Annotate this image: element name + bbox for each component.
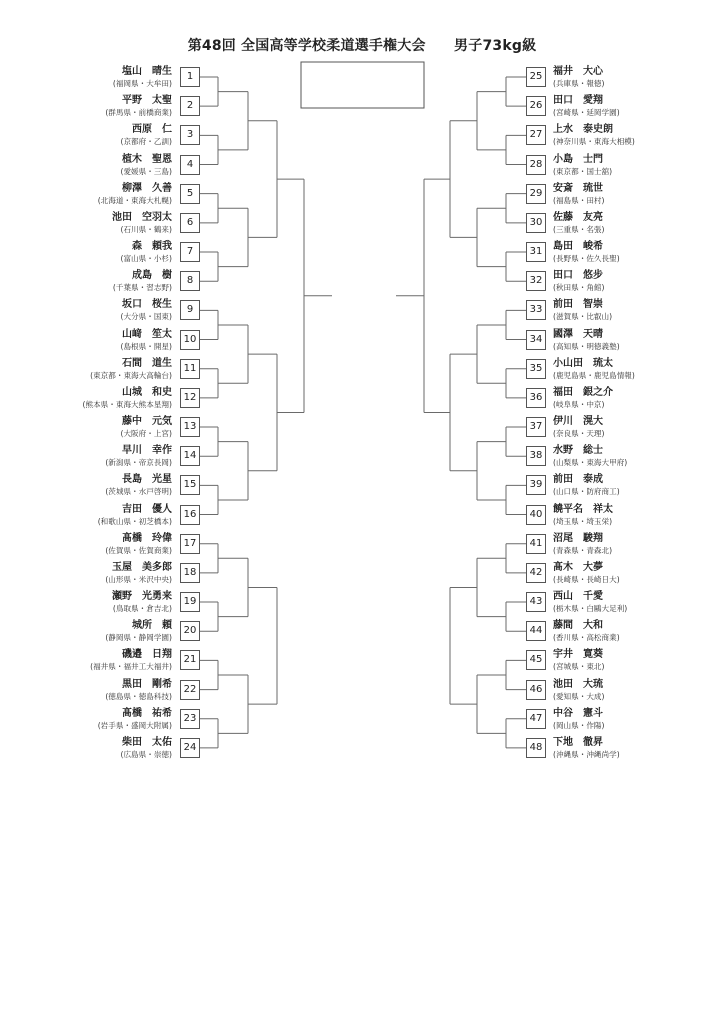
player-affiliation: (富山県・小杉) — [120, 254, 172, 264]
page-title: 第48回 全国高等学校柔道選手権大会 男子73kg級 — [187, 38, 537, 54]
player-affiliation: (愛知県・大成) — [553, 691, 605, 701]
player-affiliation: (岩手県・盛岡大附属) — [97, 720, 172, 730]
player-affiliation: (大阪府・上宮) — [120, 429, 172, 439]
player-affiliation: (岡山県・作陽) — [553, 720, 605, 730]
seed-number: 21 — [180, 650, 200, 670]
seed-number: 1 — [180, 67, 200, 87]
seed-number: 15 — [180, 475, 200, 495]
seed-number: 23 — [180, 709, 200, 729]
seed-number: 12 — [180, 388, 200, 408]
seed-number: 14 — [180, 446, 200, 466]
seed-number: 39 — [526, 475, 546, 495]
player-name: 柴田 太佑 — [122, 736, 172, 748]
seed-number: 43 — [526, 592, 546, 612]
player-name: 瀬野 光勇来 — [112, 591, 172, 603]
player-affiliation: (茨城県・水戸啓明) — [105, 487, 172, 497]
player-affiliation: (石川県・鶴来) — [120, 224, 172, 234]
player-affiliation: (山形県・米沢中央) — [105, 574, 172, 584]
seed-number: 35 — [526, 359, 546, 379]
seed-number: 11 — [180, 359, 200, 379]
player-name: 石間 道生 — [122, 357, 172, 369]
seed-number: 46 — [526, 680, 546, 700]
player-name: 西山 千愛 — [553, 591, 603, 603]
player-affiliation: (鳥取県・倉吉北) — [112, 604, 172, 614]
seed-number: 6 — [180, 213, 200, 233]
player-name: 田口 愛翔 — [553, 95, 603, 107]
player-affiliation: (愛媛県・三島) — [120, 166, 172, 176]
player-name: 前田 智崇 — [553, 299, 603, 311]
seed-number: 41 — [526, 534, 546, 554]
player-affiliation: (青森県・青森北) — [553, 545, 613, 555]
player-name: 福田 銀之介 — [553, 386, 613, 398]
player-name: 塩山 晴生 — [122, 66, 172, 77]
player-name: 成島 樹 — [132, 270, 172, 282]
player-name: 藤中 元気 — [122, 416, 172, 428]
seed-number: 38 — [526, 446, 546, 466]
player-name: 佐藤 友亮 — [553, 211, 603, 223]
player-name: 髙橋 祐希 — [122, 707, 172, 719]
player-affiliation: (福岡県・大牟田) — [112, 79, 172, 88]
seed-number: 34 — [526, 330, 546, 350]
seed-number: 36 — [526, 388, 546, 408]
seed-number: 42 — [526, 563, 546, 583]
player-name: 磯邉 日翔 — [122, 649, 172, 661]
seed-number: 28 — [526, 155, 546, 175]
player-affiliation: (群馬県・前橋商業) — [105, 108, 172, 118]
player-affiliation: (京都府・乙訓) — [120, 137, 172, 147]
player-name: 下地 徹昇 — [553, 736, 603, 748]
seed-number: 27 — [526, 125, 546, 145]
player-name: 藤間 大和 — [553, 620, 603, 632]
player-affiliation: (埼玉県・埼玉栄) — [553, 516, 613, 526]
seed-number: 37 — [526, 417, 546, 437]
player-affiliation: (秋田県・角館) — [553, 283, 605, 293]
player-name: 早川 幸作 — [122, 445, 172, 457]
player-name: 山城 和史 — [122, 386, 172, 398]
seed-number: 24 — [180, 738, 200, 758]
player-name: 小島 士門 — [553, 153, 603, 165]
player-affiliation: (北海道・東海大札幌) — [97, 195, 172, 205]
seed-number: 29 — [526, 184, 546, 204]
player-name: 田口 悠步 — [553, 270, 603, 282]
player-affiliation: (福島県・田村) — [553, 195, 605, 205]
player-name: 城所 頼 — [132, 620, 172, 632]
seed-number: 33 — [526, 300, 546, 320]
player-affiliation: (奈良県・天理) — [553, 429, 605, 439]
player-name: 中谷 憲斗 — [553, 707, 603, 719]
player-name: 池田 空羽太 — [112, 211, 172, 223]
player-affiliation: (沖縄県・沖縄尚学) — [553, 749, 620, 759]
seed-number: 2 — [180, 96, 200, 116]
seed-number: 44 — [526, 621, 546, 641]
player-affiliation: (東京都・東海大高輪台) — [90, 370, 172, 380]
seed-number: 32 — [526, 271, 546, 291]
seed-number: 22 — [180, 680, 200, 700]
player-name: 山﨑 笙太 — [122, 328, 172, 340]
seed-number: 30 — [526, 213, 546, 233]
seed-number: 5 — [180, 184, 200, 204]
player-affiliation: (静岡県・静岡学園) — [105, 633, 172, 643]
player-name: 福井 大心 — [553, 66, 603, 77]
player-name: 髙橋 玲偉 — [122, 532, 172, 544]
player-name: 髙木 大夢 — [553, 561, 603, 573]
player-affiliation: (長崎県・長崎日大) — [553, 574, 620, 584]
player-name: 前田 泰成 — [553, 474, 603, 486]
seed-number: 18 — [180, 563, 200, 583]
player-name: 宇井 寛葵 — [553, 649, 603, 661]
champion-box — [301, 62, 424, 108]
player-affiliation: (東京都・国士舘) — [553, 166, 613, 176]
player-name: 池田 大琉 — [553, 678, 603, 690]
player-affiliation: (新潟県・帝京長岡) — [105, 458, 172, 468]
player-affiliation: (栃木県・白鷗大足利) — [553, 604, 628, 614]
seed-number: 40 — [526, 505, 546, 525]
player-name: 玉屋 美多郎 — [112, 561, 172, 573]
player-affiliation: (神奈川県・東海大相模) — [553, 137, 635, 147]
seed-number: 45 — [526, 650, 546, 670]
player-affiliation: (滋賀県・比叡山) — [553, 312, 613, 322]
player-affiliation: (大分県・国東) — [120, 312, 172, 322]
player-name: 平野 太聖 — [122, 95, 172, 107]
seed-number: 4 — [180, 155, 200, 175]
seed-number: 19 — [180, 592, 200, 612]
player-affiliation: (山梨県・東海大甲府) — [553, 458, 628, 468]
seed-number: 47 — [526, 709, 546, 729]
player-affiliation: (岐阜県・中京) — [553, 399, 605, 409]
player-affiliation: (佐賀県・佐賀商業) — [105, 545, 172, 555]
player-affiliation: (宮城県・東北) — [553, 662, 605, 672]
player-name: 吉田 優人 — [122, 503, 172, 515]
seed-number: 3 — [180, 125, 200, 145]
player-affiliation: (広島県・崇徳) — [120, 749, 172, 759]
player-affiliation: (千葉県・習志野) — [112, 283, 172, 293]
seed-number: 8 — [180, 271, 200, 291]
seed-number: 25 — [526, 67, 546, 87]
seed-number: 17 — [180, 534, 200, 554]
player-affiliation: (宮崎県・延岡学園) — [553, 108, 620, 118]
seed-number: 13 — [180, 417, 200, 437]
seed-number: 31 — [526, 242, 546, 262]
player-name: 坂口 桜生 — [122, 299, 172, 311]
player-affiliation: (徳島県・徳島科技) — [105, 691, 172, 701]
player-name: 國澤 天晴 — [553, 328, 603, 340]
player-affiliation: (高知県・明徳義塾) — [553, 341, 620, 351]
seed-number: 7 — [180, 242, 200, 262]
player-affiliation: (和歌山県・初芝橋本) — [97, 516, 172, 526]
player-name: 饒平名 祥太 — [553, 503, 613, 515]
player-name: 植木 聖恩 — [122, 153, 172, 165]
player-affiliation: (三重県・名張) — [553, 224, 605, 234]
player-name: 長島 光星 — [122, 474, 172, 486]
player-affiliation: (熊本県・東海大熊本星翔) — [82, 399, 172, 409]
player-name: 黒田 剛希 — [122, 678, 172, 690]
seed-number: 10 — [180, 330, 200, 350]
player-name: 安斎 琉世 — [553, 182, 603, 194]
player-affiliation: (鹿児島県・鹿児島情報) — [553, 370, 635, 380]
player-name: 伊川 滉大 — [553, 416, 603, 428]
player-affiliation: (香川県・高松商業) — [553, 633, 620, 643]
seed-number: 20 — [180, 621, 200, 641]
player-name: 島田 峻希 — [553, 241, 603, 253]
player-name: 上水 泰史朗 — [553, 124, 613, 136]
player-name: 柳澤 久善 — [122, 182, 172, 194]
player-name: 小山田 琉太 — [553, 357, 613, 369]
player-name: 沼尾 駿翔 — [553, 532, 603, 544]
player-affiliation: (島根県・開星) — [120, 341, 172, 351]
player-affiliation: (福井県・福井工大福井) — [90, 662, 172, 672]
player-affiliation: (兵庫県・報徳) — [553, 79, 605, 88]
seed-number: 48 — [526, 738, 546, 758]
seed-number: 9 — [180, 300, 200, 320]
player-name: 水野 総士 — [553, 445, 603, 457]
player-name: 森 頼我 — [132, 241, 172, 253]
seed-number: 26 — [526, 96, 546, 116]
player-affiliation: (長野県・佐久長聖) — [553, 254, 620, 264]
seed-number: 16 — [180, 505, 200, 525]
player-name: 西原 仁 — [132, 124, 172, 136]
player-affiliation: (山口県・防府商工) — [553, 487, 620, 497]
